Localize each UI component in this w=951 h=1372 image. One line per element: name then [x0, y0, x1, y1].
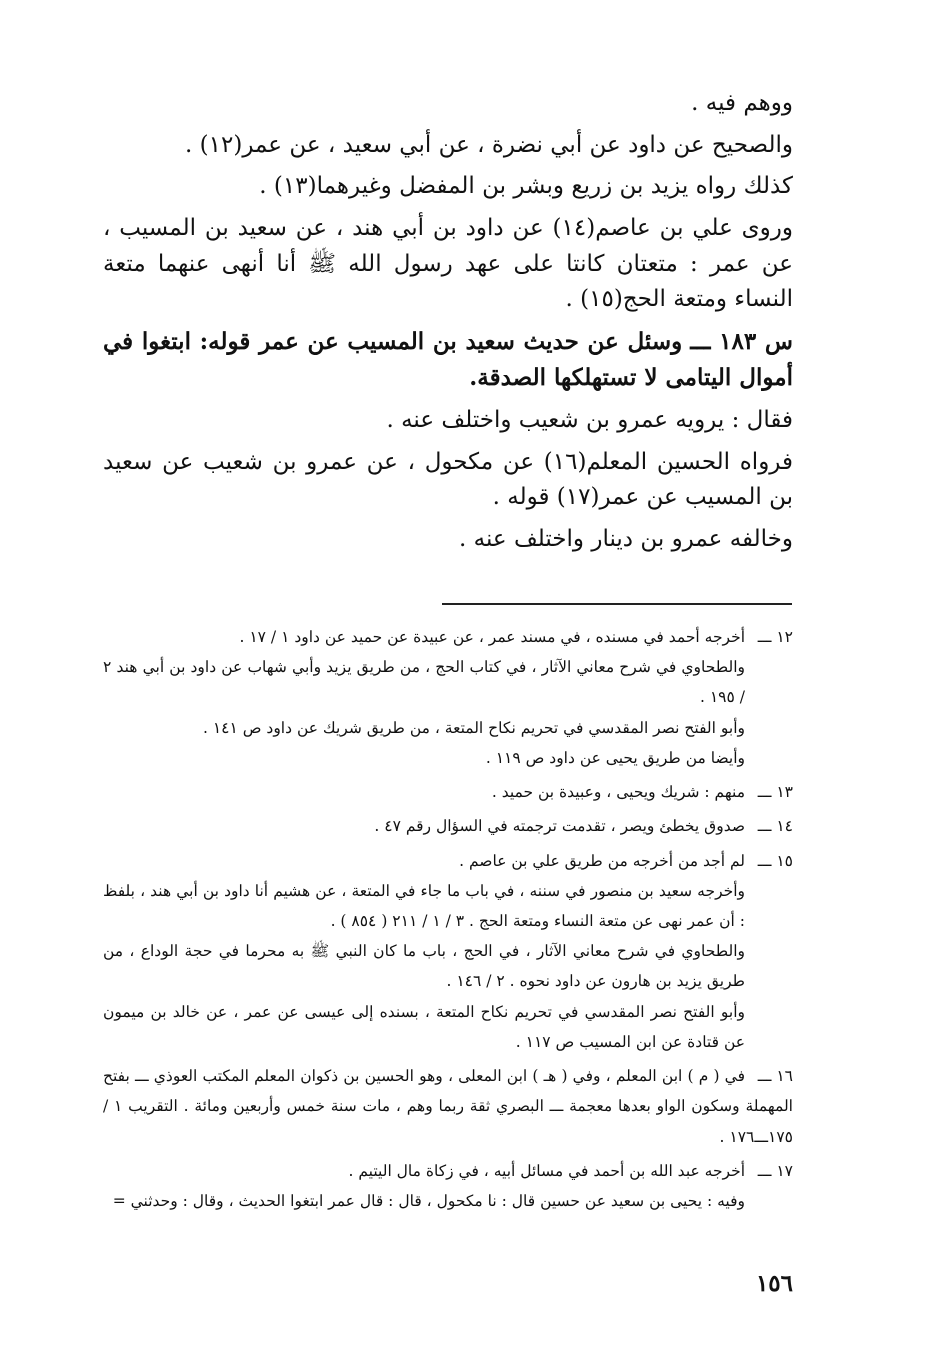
footnote-number: ١٧ ـــ: [757, 1161, 793, 1180]
text-line: وخالفه عمرو بن دينار واختلف عنه .: [459, 526, 793, 553]
question-number: س ١٨٣ ـــ: [690, 327, 793, 355]
footnote-text: وأبو الفتح نصر المقدسي في تحريم نكاح المتعة ، من طريق شريك عن داود ص ١٤١ .: [202, 718, 745, 737]
text-line: ووهم فيه .: [691, 90, 793, 116]
footnotes: [103, 622, 793, 1220]
page-number: ١٥٦: [755, 1270, 793, 1297]
footnote-16: [103, 1061, 793, 1152]
footnote-14: [103, 811, 793, 841]
footnote-number: ١٣ ـــ: [757, 783, 793, 802]
main-text: [103, 86, 793, 564]
footnote-number: ١٦ ـــ: [757, 1067, 793, 1086]
footnote-text: أخرجه أحمد في مسنده ، في مسند عمر ، عن عبيدة عن حميد عن داود ١ / ١٧ .: [239, 628, 745, 646]
footnote-text: أخرجه عبد الله بن أحمد في مسائل أبيه ، في زكاة مال اليتيم .: [348, 1161, 745, 1180]
footnote-divider: [442, 603, 792, 605]
text-paragraph: فرواه الحسين المعلم(١٦) عن مكحول ، عن عمرو بن شعيب عن سعيد بن المسيب عن عمر(١٧) قوله .: [103, 448, 793, 511]
footnote-number: ١٤ ـــ: [757, 817, 793, 836]
text-line: كذلك رواه يزيد بن زريع وبشر بن المفضل وغيرهما(١٣) .: [259, 173, 793, 200]
footnote-text: لم أجد من أخرجه من طريق علي بن عاصم .: [459, 851, 745, 870]
footnote-text: والطحاوي في شرح معاني الآثار ، في الحج ، باب ما كان النبي ﷺ به محرما في حجة الوداع ، من طريق يزيد بن هارون عن داود نحوه . ٢ / ١٤٦ .: [103, 942, 745, 991]
footnote-text: في ( م ) ابن المعلم ، وفي ( هـ ) ابن المعلى ، وهو الحسين بن ذكوان المعلم المكتب العوذي ـــ بفتح المهملة وسكون الواو بعدها معجمة ـــ البصري ثقة ربما وهم ، مات سنة خمس وأربعين ومائة . التقريب ١ / ١٧٥ـــ١٧٦ .: [103, 1067, 793, 1146]
footnote-number: ١٢ ـــ: [757, 628, 793, 646]
footnote-text: وأخرجه سعيد بن منصور في سننه ، في باب ما جاء في المتعة ، عن هشيم أنا داود بن أبي هند ، بلفظ : أن عمر نهى عن متعة النساء ومتعة الحج . ٣ / ١ / ٢١١ ( ٨٥٤ ) .: [103, 881, 745, 930]
footnote-text: صدوق يخطئ ويصر ، تقدمت ترجمته في السؤال رقم ٤٧ .: [374, 817, 745, 836]
footnote-text: والطحاوي في شرح معاني الآثار ، في كتاب الحج ، من طريق يزيد وأبي شهاب عن داود بن أبي هند ٢ / ١٩٥ .: [103, 658, 745, 707]
footnote-text: وفيه : يحيى بن سعيد عن حسين قال : نا مكحول ، قال : قال عمر ابتغوا الحديث ، وقال : وحدثني =: [112, 1191, 745, 1210]
footnote-15: [103, 846, 793, 1058]
footnote-text: وأبو الفتح نصر المقدسي في تحريم نكاح المتعة ، بسنده إلى عيسى عن عمر ، عن خالد بن ميمون عن قتادة عن ابن المسيب ص ١١٧ .: [103, 1002, 745, 1051]
text-line: فقال : يرويه عمرو بن شعيب واختلف عنه .: [386, 407, 793, 434]
footnote-number: ١٥ ـــ: [757, 851, 793, 870]
footnote-17: [103, 1156, 793, 1216]
footnote-12: [103, 622, 793, 773]
footnote-13: [103, 777, 793, 807]
text-paragraph: وروى علي بن عاصم(١٤) عن داود بن أبي هند ، عن سعيد بن المسيب ، عن عمر : متعتان كانتا على عهد رسول الله ﷺ أنا أنهى عنهما متعة النساء ومتعة الحج(١٥) .: [103, 214, 794, 313]
footnote-text: منهم : شريك ويحيى ، وعبيدة بن حميد .: [491, 783, 745, 802]
footnote-text: وأيضا من طريق يحيى عن داود ص ١١٩ .: [485, 748, 745, 767]
question-text: وسئل عن حديث سعيد بن المسيب عن عمر قوله: ابتغوا في أموال اليتامى لا تستهلكها الصدقة.: [103, 327, 793, 392]
question-paragraph: [103, 324, 793, 397]
text-line: والصحيح عن داود عن أبي نضرة ، عن أبي سعيد ، عن عمر(١٢) .: [185, 131, 793, 158]
